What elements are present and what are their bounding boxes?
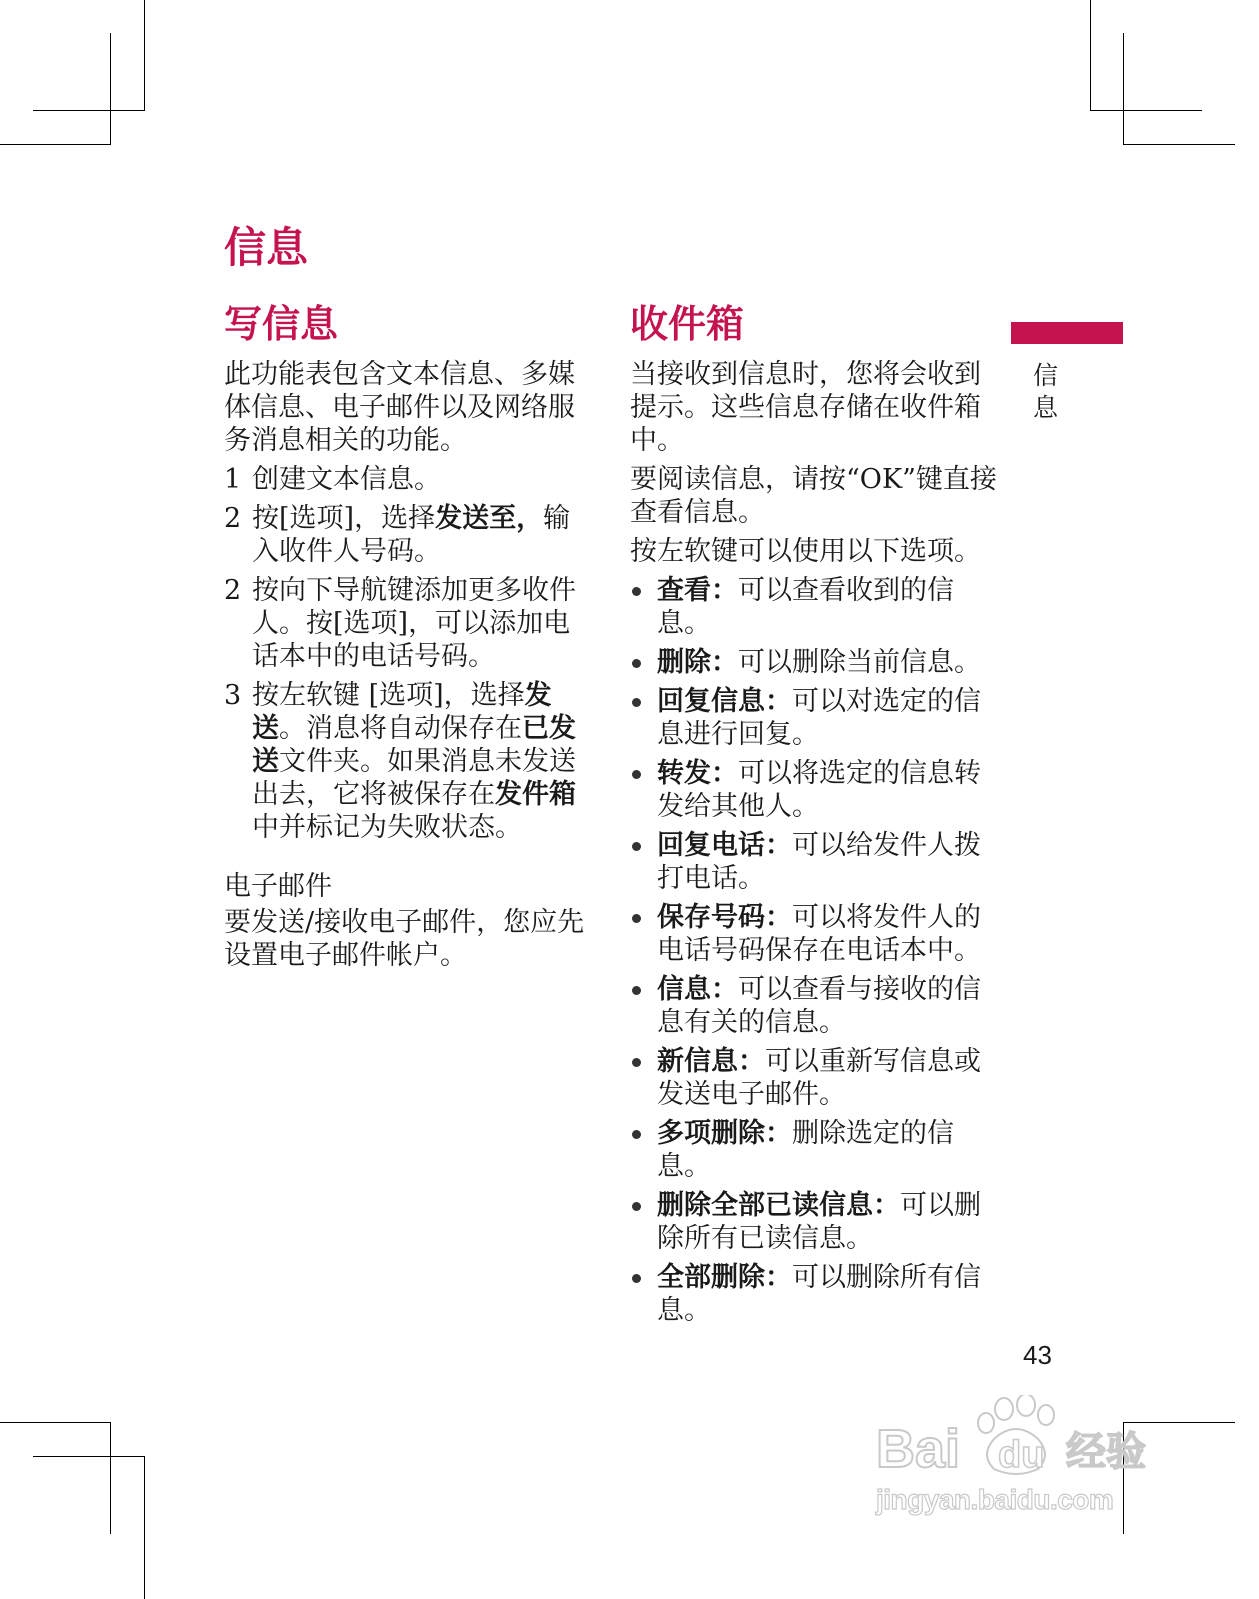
inbox-section xyxy=(630,298,1000,1333)
option-description: 可以将选定的信息转发给其他人。 xyxy=(657,758,981,822)
option-term: 删除全部已读信息： xyxy=(657,1190,900,1221)
crop-mark xyxy=(0,144,111,145)
step-text: 中并标记为失败状态。 xyxy=(252,812,522,843)
option-description: 可以查看收到的信息。 xyxy=(657,575,954,639)
option-term: 查看： xyxy=(657,575,738,606)
option-item xyxy=(630,901,1000,967)
crop-mark xyxy=(1123,33,1124,144)
step-item xyxy=(224,574,594,673)
option-term: 多项删除： xyxy=(657,1118,792,1149)
bullet-icon xyxy=(632,1202,641,1211)
step-item xyxy=(224,502,594,568)
option-description: 可以将发件人的电话号码保存在电话本中。 xyxy=(657,902,981,966)
option-description: 可以查看与接收的信息有关的信息。 xyxy=(657,974,981,1038)
bullet-icon xyxy=(632,1274,641,1283)
crop-mark xyxy=(1123,144,1235,145)
option-item xyxy=(630,757,1000,823)
bullet-icon xyxy=(632,914,641,923)
option-term: 保存号码： xyxy=(657,902,792,933)
step-number: 3 xyxy=(224,680,242,711)
email-heading: 电子邮件 xyxy=(224,871,332,902)
option-description: 可以重新写信息或发送电子邮件。 xyxy=(657,1046,981,1110)
crop-mark xyxy=(144,0,145,110)
option-term: 转发： xyxy=(657,758,738,789)
option-description: 删除选定的信息。 xyxy=(657,1118,954,1182)
bullet-icon xyxy=(632,698,641,707)
bullet-icon xyxy=(632,1058,641,1067)
option-description: 可以对选定的信息进行回复。 xyxy=(657,686,981,750)
option-description: 可以删除当前信息。 xyxy=(738,647,981,678)
crop-mark xyxy=(33,1456,145,1457)
crop-mark xyxy=(110,33,111,144)
step-text: 按向下导航键添加更多收件人。按[选项]，可以添加电话本中的电话号码。 xyxy=(252,575,576,672)
crop-mark xyxy=(144,1456,145,1599)
crop-mark xyxy=(110,1422,111,1534)
crop-mark xyxy=(0,1422,111,1423)
option-term: 新信息： xyxy=(657,1046,765,1077)
option-item xyxy=(630,1045,1000,1111)
steps-list xyxy=(224,463,594,844)
step-text: 按[选项]，选择 xyxy=(252,503,436,534)
baidu-paw-logo xyxy=(876,1395,1156,1485)
option-term: 回复信息： xyxy=(657,686,792,717)
option-term: 回复电话： xyxy=(657,830,792,861)
inbox-paragraph: 当接收到信息时，您将会收到提示。这些信息存储在收件箱中。 xyxy=(630,359,981,456)
step-emphasis: 发送至， xyxy=(435,503,544,534)
crop-mark xyxy=(1090,110,1202,111)
option-description: 可以删除所有已读信息。 xyxy=(657,1190,981,1254)
watermark-url: jingyan.baidu.com xyxy=(876,1484,1114,1515)
crop-mark xyxy=(1090,0,1091,110)
page-number: 43 xyxy=(1023,1340,1052,1370)
step-emphasis: 发件箱 xyxy=(495,779,576,810)
chapter-tab xyxy=(1011,322,1123,344)
inbox-heading: 收件箱 xyxy=(630,302,745,346)
option-item xyxy=(630,1117,1000,1183)
step-emphasis: 发送 xyxy=(252,680,552,744)
inbox-paragraph: 按左软键可以使用以下选项。 xyxy=(630,536,981,567)
bullet-icon xyxy=(632,587,641,596)
step-number: 1 xyxy=(224,464,242,495)
option-item xyxy=(630,1189,1000,1255)
bullet-icon xyxy=(632,659,641,668)
option-term: 信息： xyxy=(657,974,738,1005)
step-text: 文件夹。如果消息未发送出去，它将被保存在 xyxy=(252,746,576,810)
step-text: 输入收件人号码。 xyxy=(252,503,571,567)
option-item xyxy=(630,829,1000,895)
crop-mark xyxy=(33,110,145,111)
option-description: 可以删除所有信息。 xyxy=(657,1262,981,1326)
bullet-icon xyxy=(632,986,641,995)
svg-text:经验: 经验 xyxy=(1066,1429,1146,1475)
email-text: 要发送/接收电子邮件，您应先设置电子邮件帐户。 xyxy=(224,907,585,971)
step-item xyxy=(224,679,594,844)
step-text: 按左软键 [选项]，选择 xyxy=(252,680,525,711)
option-term: 全部删除： xyxy=(657,1262,792,1293)
inbox-paragraph: 要阅读信息，请按“OK”键直接查看信息。 xyxy=(630,464,997,528)
step-number: 2 xyxy=(224,503,242,534)
svg-text:Bai: Bai xyxy=(876,1419,961,1479)
chapter-tab-label: 信息 xyxy=(1033,361,1059,422)
page-title: 信息 xyxy=(224,223,309,272)
option-item xyxy=(630,1261,1000,1327)
bullet-icon xyxy=(632,842,641,851)
step-text: 创建文本信息。 xyxy=(252,464,441,495)
options-list xyxy=(630,574,1000,1327)
step-number: 2 xyxy=(224,575,242,606)
option-item xyxy=(630,574,1000,640)
bullet-icon xyxy=(632,770,641,779)
option-term: 删除： xyxy=(657,647,738,678)
option-item xyxy=(630,973,1000,1039)
step-emphasis: 已发送 xyxy=(252,713,576,777)
write-message-heading: 写信息 xyxy=(224,302,339,346)
bullet-icon xyxy=(632,1130,641,1139)
option-item xyxy=(630,646,1000,679)
option-description: 可以给发件人拨打电话。 xyxy=(657,830,981,894)
step-item xyxy=(224,463,594,496)
write-message-section xyxy=(224,298,594,978)
option-item xyxy=(630,685,1000,751)
write-message-intro: 此功能表包含文本信息、多媒体信息、电子邮件以及网络服务消息相关的功能。 xyxy=(224,359,575,456)
svg-text:du: du xyxy=(998,1434,1045,1476)
step-text: 。消息将自动保存在 xyxy=(279,713,522,744)
